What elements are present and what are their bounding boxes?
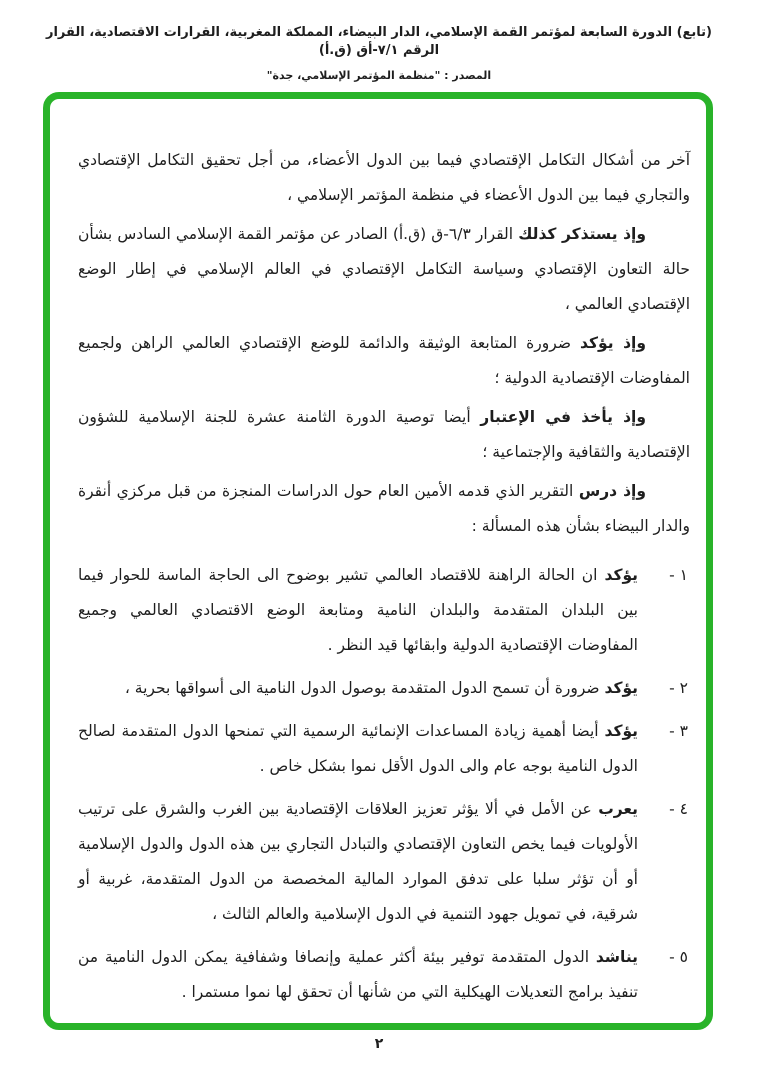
item-lead: يعرب (598, 800, 638, 818)
paragraph-text: آخر من أشكال التكامل الإقتصادي فيما بين الدول الأعضاء، من أجل تحقيق التكامل الإقتصادي والتجاري فيما بين الدول الأعضاء في منظمة المؤتمر الإسلامي ، (78, 151, 690, 204)
list-item (78, 792, 690, 932)
list-item (78, 714, 690, 784)
item-text (78, 940, 638, 1010)
item-number: ٣ - (669, 722, 688, 740)
paragraph-lead: وإذ درس (578, 482, 646, 500)
item-text (78, 671, 638, 706)
item-body: عن الأمل في ألا يؤثر تعزيز العلاقات الإقتصادية بين الغرب والشرق على ترتيب الأولويات فيما يخص التعاون الإقتصادي والتبادل التجاري بين هذه الدول والدول الإسلامية أو أن تؤثر سلبا على تدفق الموارد المالية المخصصة من الدول المتقدمة، غربية أو شرقية، في تمويل جهود التنمية في الدول الإسلامية والعالم الثالث ، (78, 800, 638, 923)
item-lead: يؤكد (604, 722, 638, 740)
paragraph-text: القرار ٦/٣-ق (ق.أ) الصادر عن مؤتمر القمة الإسلامي السادس بشأن حالة التعاون الإقتصادي وسياسة التكامل الإقتصادي في العالم الإسلامي في إطار الوضع الإقتصادي العالمي ، (78, 225, 690, 313)
item-number: ٤ - (669, 800, 688, 818)
list-item (78, 671, 690, 706)
item-body: ضرورة أن تسمح الدول المتقدمة بوصول الدول النامية الى أسواقها بحرية ، (124, 679, 600, 697)
item-lead: يؤكد (604, 679, 638, 697)
document-source: المصدر : "منظمة المؤتمر الإسلامي، جدة" (266, 69, 492, 82)
paragraph-text: أيضا توصية الدورة الثامنة عشرة للجنة الإسلامية للشؤون الإقتصادية والثقافية والإجتماعية ؛ (78, 408, 690, 461)
list-item (78, 940, 690, 1010)
paragraph-text: ضرورة المتابعة الوثيقة والدائمة للوضع الإقتصادي العالمي الراهن ولجميع المفاوضات الإقتصادية الدولية ؛ (78, 334, 690, 387)
item-number: ٢ - (669, 679, 688, 697)
paragraph (78, 326, 690, 396)
list-item (78, 558, 690, 663)
paragraph-lead: وإذ يأخذ في الإعتبار (480, 408, 646, 426)
paragraph (78, 400, 690, 470)
item-text (78, 558, 638, 663)
item-text (78, 714, 638, 784)
item-body: أيضا أهمية زيادة المساعدات الإنمائية الرسمية التي تمنحها الدول المتقدمة لصالح الدول النامية بوجه عام والى الدول الأقل نموا بشكل خاص . (78, 722, 638, 775)
numbered-list (78, 558, 690, 1010)
item-body: الدول المتقدمة توفير بيئة أكثر عملية وإنصافا وشفافية يمكن الدول النامية من تنفيذ برامج التعديلات الهيكلية التي من شأنها أن تحقق لها نموا مستمرا . (78, 948, 638, 1001)
document-header (0, 24, 758, 82)
paragraph (78, 143, 690, 213)
item-number: ٥ - (669, 948, 688, 966)
page-number: ٢ (374, 1036, 384, 1052)
paragraph-lead: وإذ يستذكر كذلك (518, 225, 646, 243)
green-border-frame (43, 92, 713, 1030)
item-number: ١ - (669, 566, 688, 584)
paragraph-text: التقرير الذي قدمه الأمين العام حول الدراسات المنجزة من قبل مركزي أنقرة والدار البيضاء بشأن هذه المسألة : (78, 482, 690, 535)
paragraph-lead: وإذ يؤكد (580, 334, 646, 352)
item-text (78, 792, 638, 932)
item-lead: يؤكد (604, 566, 638, 584)
item-body: ان الحالة الراهنة للاقتصاد العالمي تشير بوضوح الى الحاجة الماسة للحوار فيما بين البلدان المتقدمة والبلدان النامية ومتابعة الوضع الاقتصادي العالمي وجميع المفاوضات الإقتصادية الدولية وابقائها قيد النظر . (78, 566, 638, 654)
document-title: (تابع) الدورة السابعة لمؤتمر القمة الإسلامي، الدار البيضاء، المملكة المغربية، القرارات الاقتصادية، القرار الرقم ٧/١-أق (ق.أ) (45, 25, 712, 58)
item-lead: يناشد (595, 948, 638, 966)
paragraph (78, 217, 690, 322)
paragraph (78, 474, 690, 544)
